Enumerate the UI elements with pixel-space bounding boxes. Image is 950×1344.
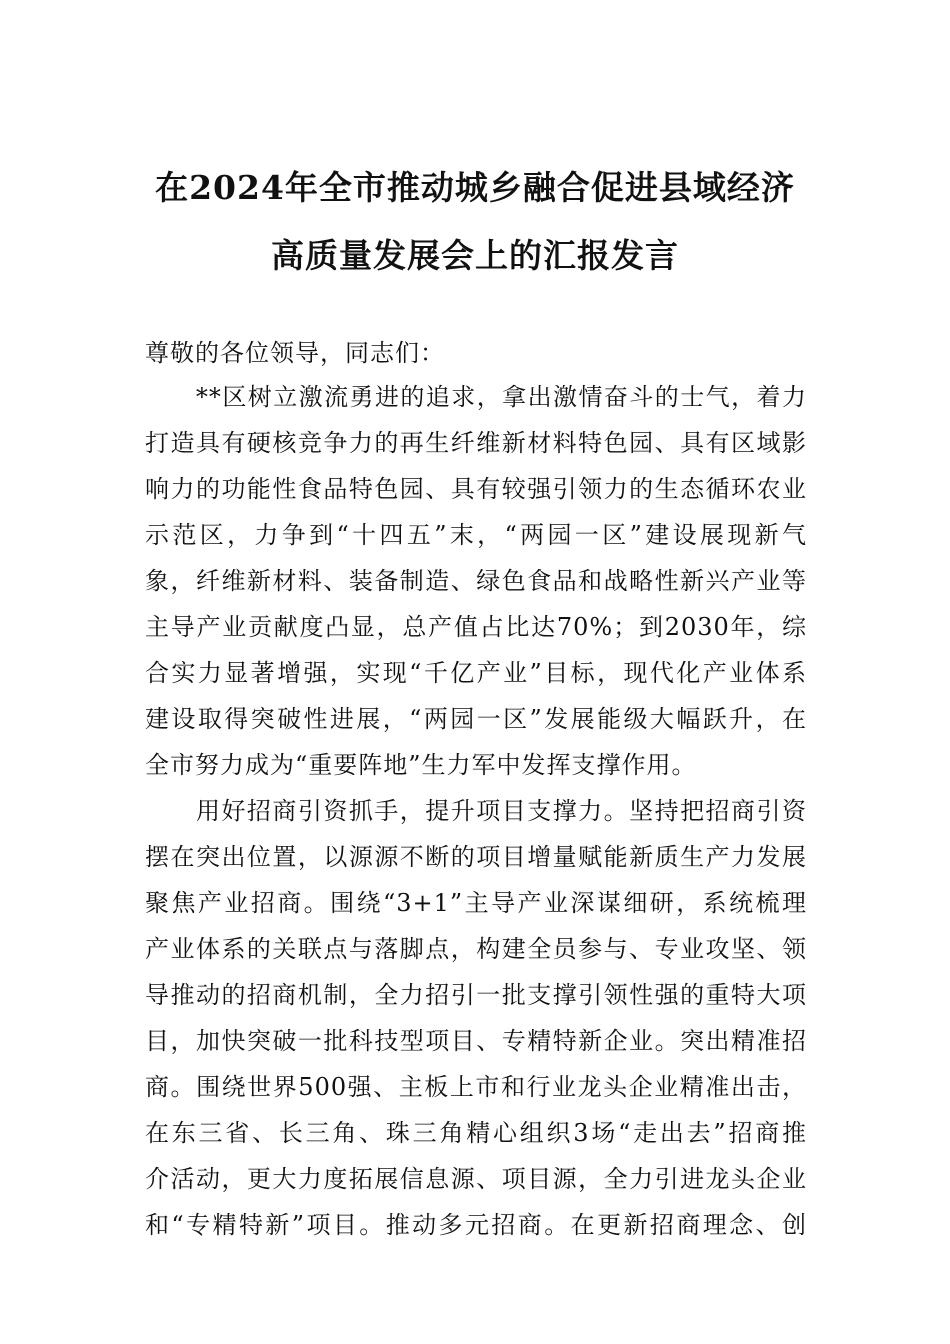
paragraph-1-line: 建设取得突破性进展，“两园一区”发展能级大幅跃升，在 <box>145 705 807 733</box>
paragraph-2-line: 商。围绕世界500强、主板上市和行业龙头企业精准出击， <box>145 1073 807 1101</box>
paragraph-1-line: 象，纤维新材料、装备制造、绿色食品和战略性新兴产业等 <box>145 567 807 595</box>
paragraph-2-line: 导推动的招商机制，全力招引一批支撑引领性强的重特大项 <box>145 981 807 1009</box>
paragraph-1-line: 示范区，力争到“十四五”末，“两园一区”建设展现新气 <box>145 521 807 549</box>
paragraph-1-line: **区树立激流勇进的追求，拿出激情奋斗的士气，着力 <box>145 383 807 411</box>
paragraph-2-line: 和“专精特新”项目。推动多元招商。在更新招商理念、创 <box>145 1211 807 1239</box>
document-title-line-1: 在2024年全市推动城乡融合促进县域经济 <box>155 168 795 207</box>
paragraph-1-line: 打造具有硬核竞争力的再生纤维新材料特色园、具有区域影 <box>145 429 807 457</box>
paragraph-2-line: 目，加快突破一批科技型项目、专精特新企业。突出精准招 <box>145 1027 807 1055</box>
paragraph-2-line: 在东三省、长三角、珠三角精心组织3场“走出去”招商推 <box>145 1119 807 1147</box>
paragraph-2-line: 用好招商引资抓手，提升项目支撑力。坚持把招商引资 <box>145 797 807 825</box>
paragraph-1-line: 全市努力成为“重要阵地”生力军中发挥支撑作用。 <box>145 751 697 779</box>
salutation: 尊敬的各位领导，同志们： <box>145 339 445 367</box>
paragraph-1-line: 响力的功能性食品特色园、具有较强引领力的生态循环农业 <box>145 475 807 503</box>
paragraph-2-line: 产业体系的关联点与落脚点，构建全员参与、专业攻坚、领 <box>145 935 807 963</box>
paragraph-2-line: 介活动，更大力度拓展信息源、项目源，全力引进龙头企业 <box>145 1165 807 1193</box>
paragraph-1-line: 主导产业贡献度凸显，总产值占比达70%；到2030年，综 <box>145 613 807 641</box>
paragraph-2-line: 聚焦产业招商。围绕“3+1”主导产业深谋细研，系统梳理 <box>145 889 807 917</box>
document-title-line-2: 高质量发展会上的汇报发言 <box>271 236 679 275</box>
paragraph-1-line: 合实力显著增强，实现“千亿产业”目标，现代化产业体系 <box>145 659 807 687</box>
paragraph-2-line: 摆在突出位置，以源源不断的项目增量赋能新质生产力发展 <box>145 843 807 871</box>
